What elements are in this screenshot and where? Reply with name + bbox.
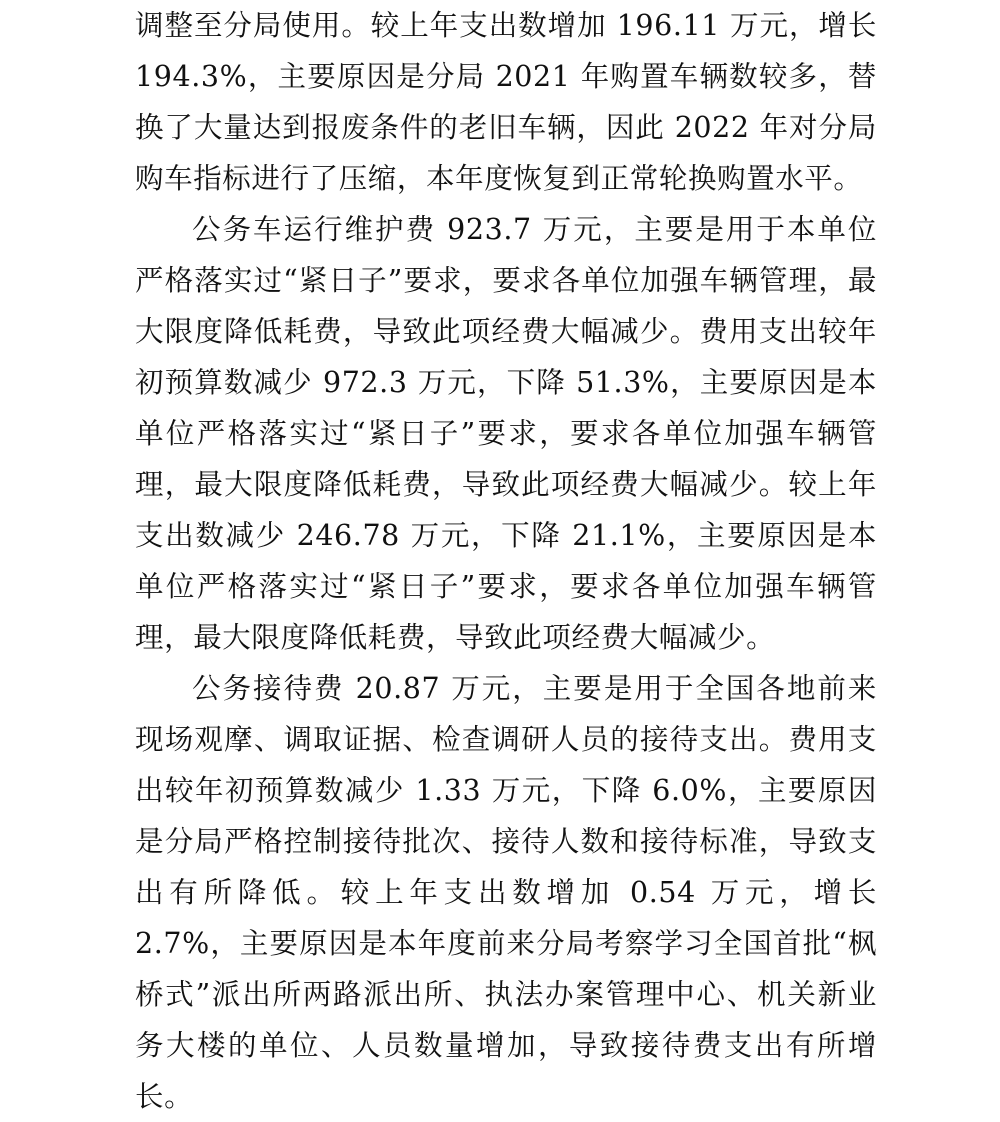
paragraph-vehicle-purchase-continued: 调整至分局使用。较上年支出数增加 196.11 万元，增长 194.3%，主要原因是分局 2021 年购置车辆数较多，替换了大量达到报废条件的老旧车辆，因此 2022 年对分局购车指标进行了压缩，本年度恢复到正常轮换购置水平。 <box>135 9 877 195</box>
body-text <box>135 0 877 1122</box>
paragraph-vehicle-maintenance: 公务车运行维护费 923.7 万元，主要是用于本单位严格落实过“紧日子”要求，要求各单位加强车辆管理，最大限度降低耗费，导致此项经费大幅减少。费用支出较年初预算数减少 972.3 万元，下降 51.3%，主要原因是本单位严格落实过“紧日子”要求，要求各单位加强车辆管理，最大限度降低耗费，导致此项经费大幅减少。较上年支出数减少 246.78 万元，下降 21.1%，主要原因是本单位严格落实过“紧日子”要求，要求各单位加强车辆管理，最大限度降低耗费，导致此项经费大幅减少。 <box>135 213 877 654</box>
paragraph-official-reception: 公务接待费 20.87 万元，主要是用于全国各地前来现场观摩、调取证据、检查调研人员的接待支出。费用支出较年初预算数减少 1.33 万元，下降 6.0%，主要原因是分局严格控制接待批次、接待人数和接待标准，导致支出有所降低。较上年支出数增加 0.54 万元，增长 2.7%，主要原因是本年度前来分局考察学习全国首批“枫桥式”派出所两路派出所、执法办案管理中心、机关新业务大楼的单位、人员数量增加，导致接待费支出有所增长。 <box>135 672 877 1113</box>
